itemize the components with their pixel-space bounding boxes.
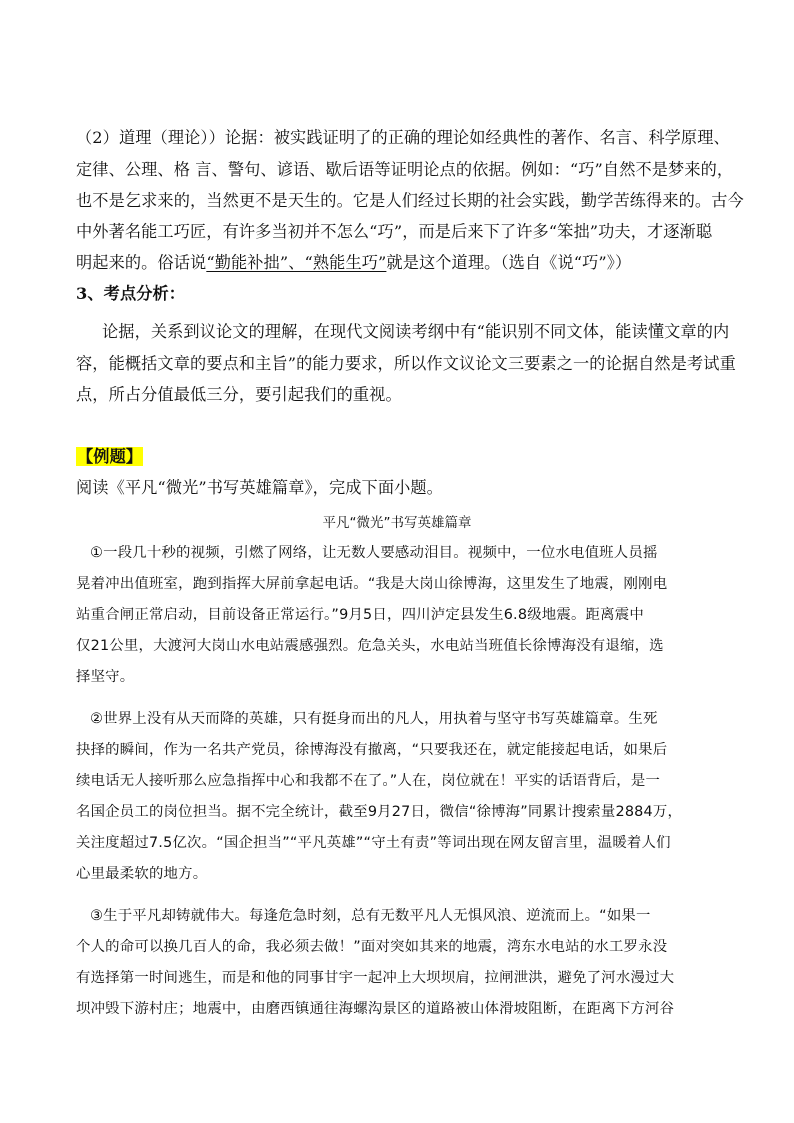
analysis-line-3: 点，所占分值最低三分，要引起我们的重视。 (76, 385, 402, 404)
article-line: 关注度超过7.5亿次。“国企担当”“平凡英雄”“守土有责”等词出现在网友留言里，温暖着人们 (76, 835, 671, 851)
analysis-line-1: 论据，关系到议论文的理解，在现代文阅读考纲中有“能识别不同文体，能读懂文章的内 (102, 322, 730, 341)
reasoning-line-5 (76, 253, 736, 273)
example-tag: 【例题】 (77, 447, 143, 466)
analysis-line-2: 容，能概括文章的要点和主旨”的能力要求，所以作文议论文三要素之一的论据自然是考试重 (76, 354, 736, 373)
article-line: 站重合闸正常启动，目前设备正常运行。”9月5日，四川泸定县发生6.8级地震。距离震中 (76, 607, 644, 623)
reasoning-line-1: （2）道理（理论））论据：被实践证明了的正确的理论如经典性的著作、名言、科学原理、 (76, 128, 730, 147)
article-line: ①一段几十秒的视频，引燃了网络，让无数人要感动泪目。视频中，一位水电值班人员摇 (90, 545, 658, 561)
reasoning-line-5-post: 就是这个道理。（选自《说“巧”》） (386, 253, 632, 272)
article-line: ②世界上没有从天而降的英雄，只有挺身而出的凡人，用执着与坚守书写英雄篇章。生死 (90, 711, 658, 727)
article-line: 抉择的瞬间，作为一名共产党员，徐博海没有撤离，“只要我还在，就定能接起电话，如果后 (76, 742, 668, 758)
example-tag-line (76, 447, 736, 467)
reasoning-line-5-pre: 明起来的。俗话说 (76, 253, 207, 272)
reasoning-line-2: 定律、公理、格 言、警句、谚语、歇后语等证明论点的依据。例如：“巧”自然不是梦来的， (76, 160, 734, 179)
article-line: 坝冲毁下游村庄；地震中，由磨西镇通往海螺沟景区的道路被山体滑坡阻断，在距离下方河谷 (76, 1001, 675, 1017)
article-line: 个人的命可以换几百人的命，我必须去做！”面对突如其来的地震，湾东水电站的水工罗永没 (76, 939, 668, 955)
proverb-underlined: “勤能补拙”、“熟能生巧” (206, 253, 387, 272)
analysis-heading: 3、考点分析： (76, 284, 186, 303)
article-title: 平凡“微光”书写英雄篇章 (322, 515, 472, 531)
example-instruction: 阅读《平凡“微光”书写英雄篇章》，完成下面小题。 (76, 478, 443, 497)
article-line: ③生于平凡却铸就伟大。每逢危急时刻，总有无数平凡人无惧风浪、逆流而上。“如果一 (90, 908, 651, 924)
article-line: 晃着冲出值班室，跑到指挥大屏前拿起电话。“我是大岗山徐博海，这里发生了地震，刚刚电 (76, 576, 668, 592)
article-line: 续电话无人接听那么应急指挥中心和我都不在了。”人在，岗位就在！平实的话语背后，是一 (76, 773, 661, 789)
article-line: 有选择第一时间逃生，而是和他的同事甘宇一起冲上大坝坝肩，拉闸泄洪，避免了河水漫过大 (76, 970, 675, 986)
reasoning-line-3: 也不是乞求来的，当然更不是天生的。它是人们经过长期的社会实践，勤学苦练得来的。古今 (76, 191, 744, 210)
article-line: 心里最柔软的地方。 (76, 866, 208, 882)
article-line: 择坚守。 (76, 669, 135, 685)
reasoning-line-4: 中外著名能工巧匠，有许多当初并不怎么“巧”，而是后来下了许多“笨拙”功夫，才逐渐聪 (76, 222, 713, 241)
article-line: 名国企员工的岗位担当。据不完全统计，截至9月27日，微信“徐博海”同累计搜索量2884万， (76, 804, 683, 820)
article-line: 仅21公里，大渡河大岗山水电站震感强烈。危急关头，水电站当班值长徐博海没有退缩，选 (76, 638, 664, 654)
